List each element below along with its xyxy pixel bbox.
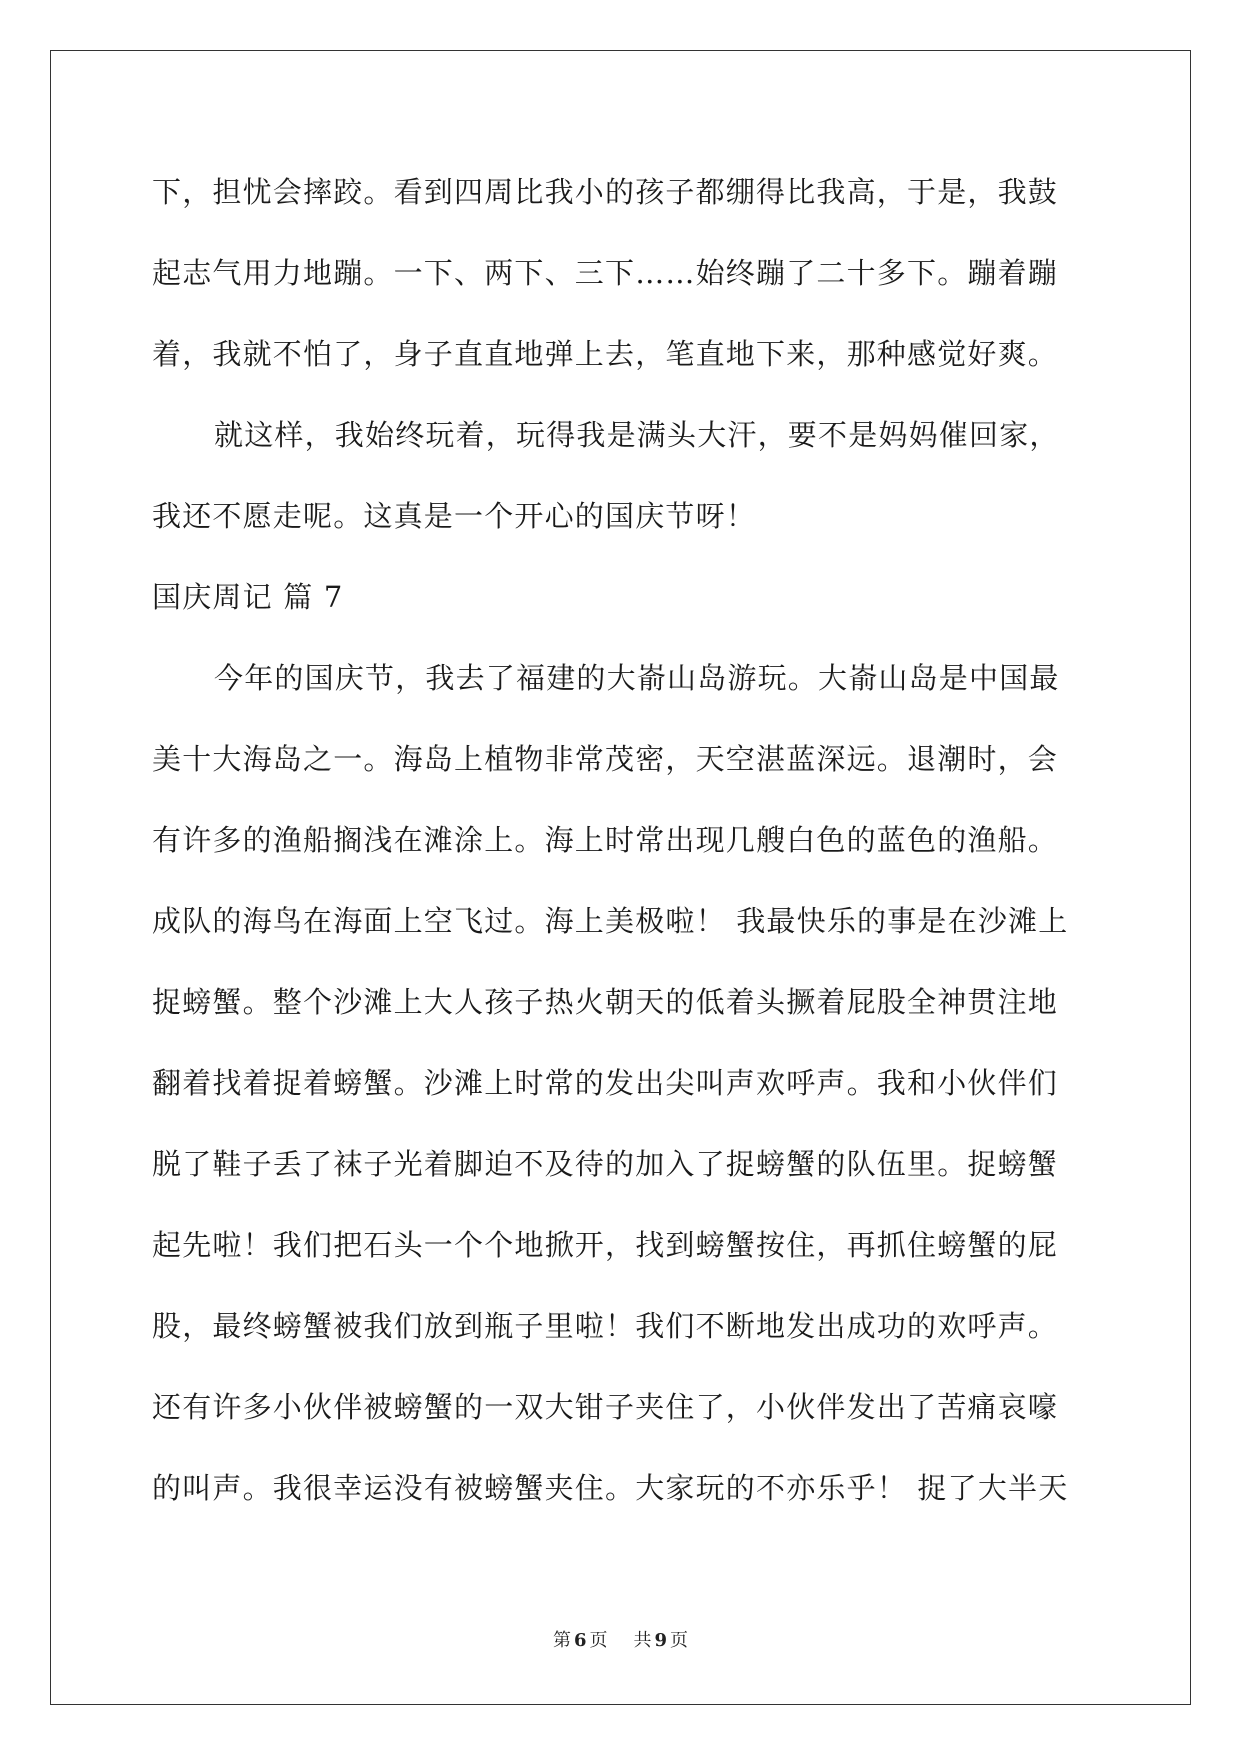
- paragraph-line: 今年的国庆节，我去了福建的大嵛山岛游玩。大嵛山岛是中国最: [214, 661, 1060, 695]
- paragraph-line: 有许多的渔船搁浅在滩涂上。海上时常出现几艘白色的蓝色的渔船。: [152, 823, 1059, 857]
- section-heading: 国庆周记 篇 7: [152, 580, 344, 614]
- total-prefix: 共: [633, 1630, 652, 1651]
- paragraph-line: 脱了鞋子丢了袜子光着脚迫不及待的加入了捉螃蟹的队伍里。捉螃蟹: [152, 1147, 1059, 1181]
- page-footer: [0, 1626, 1241, 1652]
- total-page-number: 9: [654, 1630, 668, 1651]
- page-prefix: 第: [552, 1630, 571, 1651]
- total-suffix: 页: [670, 1630, 689, 1651]
- page-suffix: 页: [589, 1630, 608, 1651]
- paragraph-line: 下，担忧会摔跤。看到四周比我小的孩子都绷得比我高，于是，我鼓: [152, 175, 1059, 209]
- paragraph-line: 美十大海岛之一。海岛上植物非常茂密，天空湛蓝深远。退潮时，会: [152, 742, 1059, 776]
- paragraph-line: 我还不愿走呢。这真是一个开心的国庆节呀！: [152, 499, 757, 533]
- paragraph-line: 起志气用力地蹦。一下、两下、三下……始终蹦了二十多下。蹦着蹦: [152, 256, 1059, 290]
- paragraph-line: 捉螃蟹。整个沙滩上大人孩子热火朝天的低着头撅着屁股全神贯注地: [152, 985, 1059, 1019]
- paragraph-line: 就这样，我始终玩着，玩得我是满头大汗，要不是妈妈催回家，: [214, 418, 1060, 452]
- paragraph-line: 成队的海鸟在海面上空飞过。海上美极啦！ 我最快乐的事是在沙滩上: [152, 904, 1069, 938]
- paragraph-line: 的叫声。我很幸运没有被螃蟹夹住。大家玩的不亦乐乎！ 捉了大半天: [152, 1471, 1069, 1505]
- paragraph-line: 起先啦！我们把石头一个个地掀开，找到螃蟹按住，再抓住螃蟹的屁: [152, 1228, 1059, 1262]
- page-border: [50, 50, 1191, 1705]
- current-page-number: 6: [573, 1630, 587, 1651]
- paragraph-line: 股，最终螃蟹被我们放到瓶子里啦！我们不断地发出成功的欢呼声。: [152, 1309, 1059, 1343]
- paragraph-line: 还有许多小伙伴被螃蟹的一双大钳子夹住了，小伙伴发出了苦痛哀嚎: [152, 1390, 1059, 1424]
- paragraph-line: 着，我就不怕了，身子直直地弹上去，笔直地下来，那种感觉好爽。: [152, 337, 1059, 371]
- paragraph-line: 翻着找着捉着螃蟹。沙滩上时常的发出尖叫声欢呼声。我和小伙伴们: [152, 1066, 1059, 1100]
